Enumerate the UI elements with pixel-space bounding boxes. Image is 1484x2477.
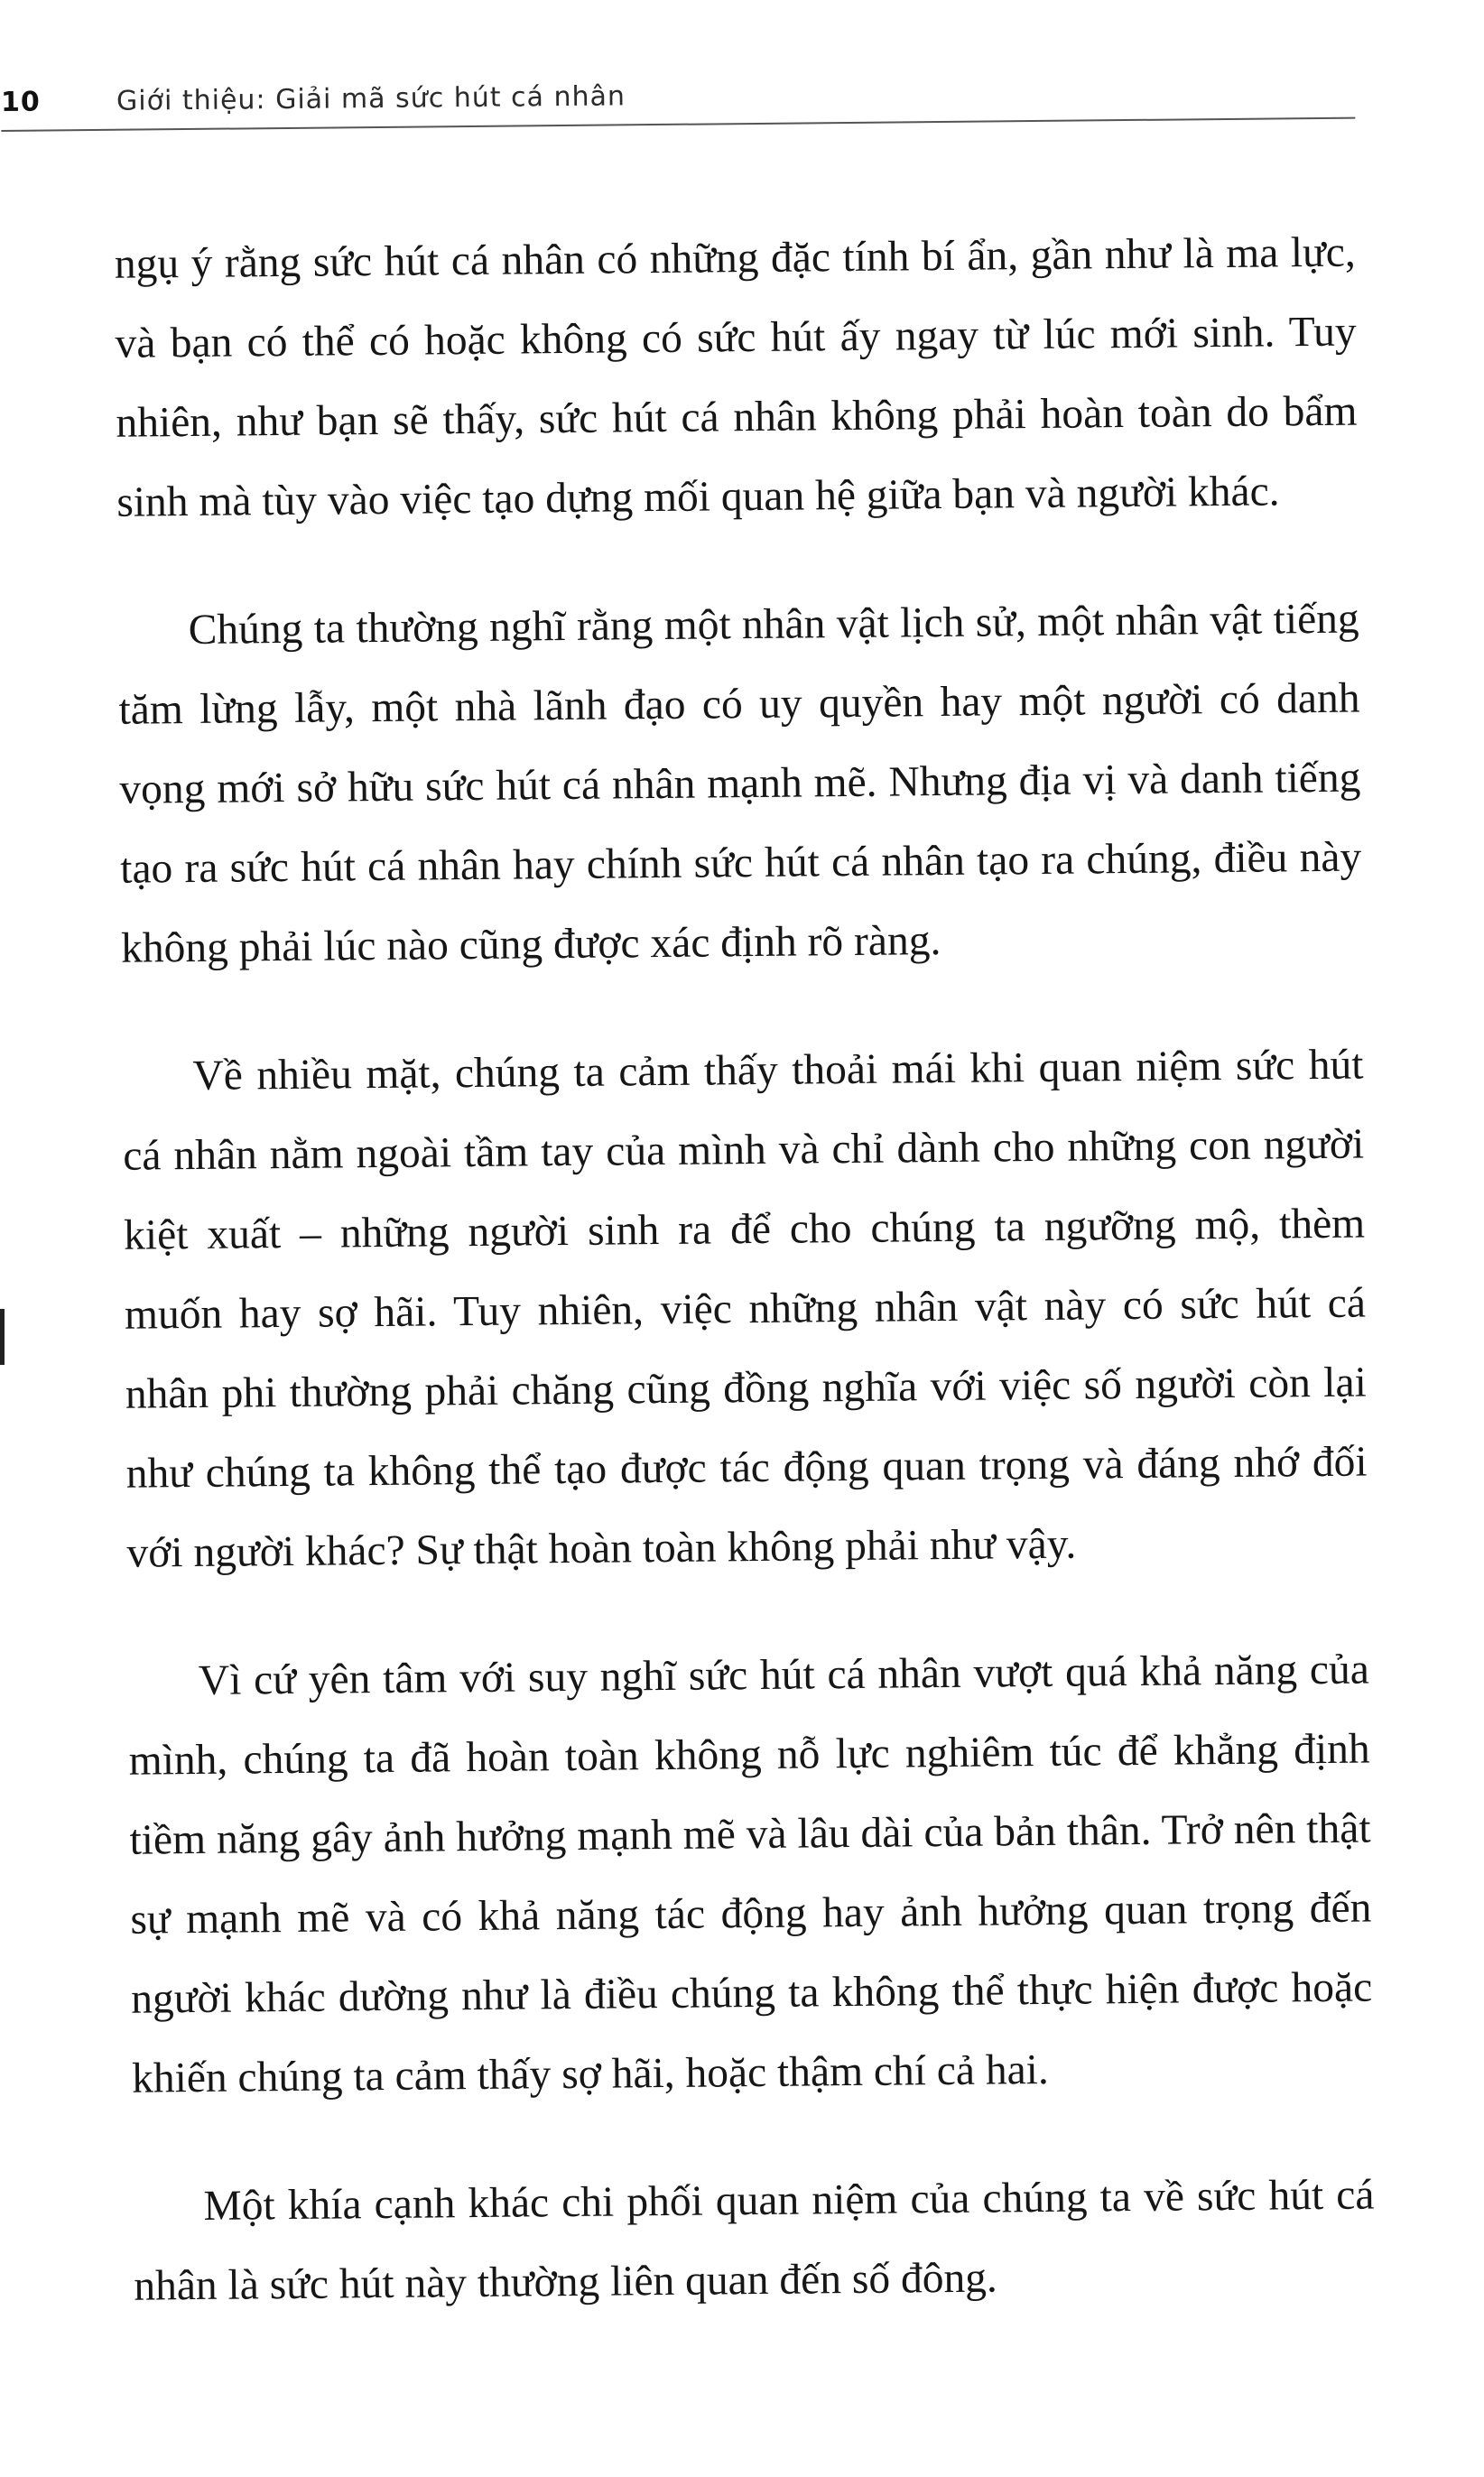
running-title: Giới thiệu: Giải mã sức hút cá nhân bbox=[116, 80, 626, 117]
paragraph-5: Một khía cạnh khác chi phối quan niệm của chúng ta về sức hút cá nhân là sức hút này thường liên quan đến số đông. bbox=[134, 2171, 1375, 2310]
paragraph-3: Về nhiều mặt, chúng ta cảm thấy thoải mái khi quan niệm sức hút cá nhân nằm ngoài tầm tay của mình và chỉ dành cho những con người kiệt xuất – những người sinh ra để cho chúng ta ngưỡng mộ, thèm muốn hay sợ hãi. Tuy nhiên, việc những nhân vật này có sức hút cá nhân phi thường phải chăng cũng đồng nghĩa với việc số người còn lại như chúng ta không thể tạo được tác động quan trọng và đáng nhớ đối với người khác? Sự thật hoàn toàn không phải như vậy. bbox=[123, 1041, 1368, 1577]
body-text bbox=[114, 213, 1376, 2375]
header-rule bbox=[1, 117, 1355, 132]
page-edge-mark bbox=[0, 1309, 5, 1365]
paragraph-1: ngụ ý rằng sức hút cá nhân có những đặc tính bí ẩn, gần như là ma lực, và bạn có thể có hoặc không có sức hút ấy ngay từ lúc mới sinh. Tuy nhiên, như bạn sẽ thấy, sức hút cá nhân không phải hoàn toàn do bẩm sinh mà tùy vào việc tạo dựng mối quan hệ giữa bạn và người khác. bbox=[114, 228, 1358, 526]
paragraph-2: Chúng ta thường nghĩ rằng một nhân vật lịch sử, một nhân vật tiếng tăm lừng lẫy, một nhà lãnh đạo có uy quyền hay một người có danh vọng mới sở hữu sức hút cá nhân mạnh mẽ. Nhưng địa vị và danh tiếng tạo ra sức hút cá nhân hay chính sức hút cá nhân tạo ra chúng, điều này không phải lúc nào cũng được xác định rõ ràng. bbox=[118, 595, 1362, 972]
page-number: 10 bbox=[0, 86, 42, 118]
paragraph-4: Vì cứ yên tâm với suy nghĩ sức hút cá nhân vượt quá khả năng của mình, chúng ta đã hoàn toàn không nỗ lực nghiêm túc để khẳng định tiềm năng gây ảnh hưởng mạnh mẽ và lâu dài của bản thân. Trở nên thật sự mạnh mẽ và có khả năng tác động hay ảnh hưởng quan trọng đến người khác dường như là điều chúng ta không thể thực hiện được hoặc khiến chúng ta cảm thấy sợ hãi, hoặc thậm chí cả hai. bbox=[128, 1646, 1373, 2102]
page-header bbox=[1, 67, 1356, 134]
